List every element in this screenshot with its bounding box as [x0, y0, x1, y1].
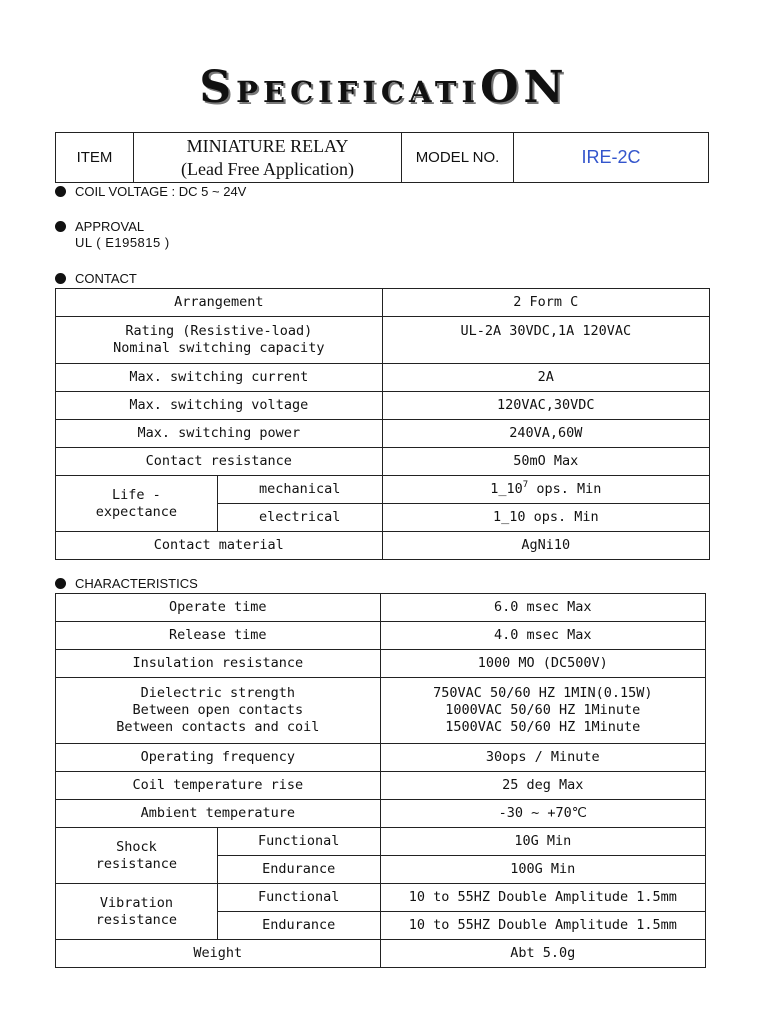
table-row	[56, 622, 706, 650]
mechanical-value	[382, 476, 709, 504]
shock-label-line1: Shock	[116, 838, 157, 855]
shock-resistance-label	[56, 828, 218, 884]
approval-heading: APPROVAL	[75, 219, 145, 234]
coil-voltage-text: COIL VOLTAGE : DC 5 ~ 24V	[75, 184, 247, 199]
mechanical-label: mechanical	[217, 476, 382, 504]
rating-value: UL-2A 30VDC,1A 120VAC	[382, 317, 709, 364]
table-row	[56, 594, 706, 622]
title-letter: S	[199, 62, 237, 113]
vibration-resistance-label	[56, 884, 218, 940]
life-label-line1: Life -	[112, 486, 161, 503]
insulation-label: Insulation resistance	[56, 650, 381, 678]
title-letter: C	[380, 75, 409, 109]
title-letter: I	[461, 75, 481, 109]
vibration-label-line2: resistance	[95, 911, 178, 928]
contact-resistance-value: 50mO Max	[382, 448, 709, 476]
frequency-label: Operating frequency	[56, 744, 381, 772]
mechanical-value-base: 1_10	[490, 481, 523, 497]
contact-table	[55, 288, 710, 560]
ambient-temp-label: Ambient temperature	[56, 800, 381, 828]
bullet-icon	[55, 578, 66, 589]
dielectric-label	[56, 678, 381, 744]
max-voltage-label: Max. switching voltage	[56, 392, 383, 420]
shock-endurance-value: 100G Min	[380, 856, 705, 884]
coil-voltage-section	[55, 184, 246, 200]
dielectric-value	[380, 678, 705, 744]
contact-material-value: AgNi10	[382, 532, 709, 560]
dielectric-label-line3: Between contacts and coil	[116, 719, 320, 735]
title-letter: I	[318, 75, 337, 109]
vibration-endurance-label: Endurance	[217, 912, 380, 940]
bullet-icon	[55, 221, 66, 232]
table-row	[56, 828, 706, 856]
operate-time-label: Operate time	[56, 594, 381, 622]
mechanical-value-suffix: ops. Min	[528, 481, 602, 497]
release-time-label: Release time	[56, 622, 381, 650]
max-current-label: Max. switching current	[56, 364, 383, 392]
electrical-label: electrical	[217, 504, 382, 532]
title-letter: E	[262, 75, 291, 109]
table-row	[56, 420, 710, 448]
rating-label	[56, 317, 383, 364]
life-label-line2: expectance	[95, 503, 178, 520]
table-row	[56, 476, 710, 504]
title-letter: F	[336, 75, 363, 109]
title-letter: I	[362, 75, 381, 109]
max-voltage-value: 120VAC,30VDC	[382, 392, 709, 420]
product-name-line2: (Lead Free Application)	[181, 158, 354, 179]
bullet-icon	[55, 186, 66, 197]
table-row	[56, 317, 710, 364]
model-label: MODEL NO.	[402, 133, 514, 183]
characteristics-section-heading	[55, 576, 198, 592]
document-title	[0, 62, 768, 113]
characteristics-heading: CHARACTERISTICS	[75, 576, 198, 591]
ambient-temp-value: -30 ~ +70℃	[380, 800, 705, 828]
max-power-value: 240VA,60W	[382, 420, 709, 448]
contact-heading: CONTACT	[75, 271, 137, 286]
table-row	[56, 364, 710, 392]
shock-label-line2: resistance	[95, 855, 178, 872]
characteristics-table	[55, 593, 706, 968]
title-letter: A	[409, 75, 435, 109]
table-row	[56, 800, 706, 828]
shock-functional-value: 10G Min	[380, 828, 705, 856]
dielectric-value-line2: 1000VAC 50/60 HZ 1Minute	[445, 702, 641, 718]
contact-resistance-label: Contact resistance	[56, 448, 383, 476]
header-table	[55, 132, 709, 183]
title-letter: N	[523, 62, 569, 113]
vibration-functional-value: 10 to 55HZ Double Amplitude 1.5mm	[380, 884, 705, 912]
dielectric-value-line1: 750VAC 50/60 HZ 1MIN(0.15W)	[433, 685, 653, 701]
contact-section-heading	[55, 271, 137, 287]
approval-section	[55, 219, 170, 251]
max-current-value: 2A	[382, 364, 709, 392]
vibration-endurance-value: 10 to 55HZ Double Amplitude 1.5mm	[380, 912, 705, 940]
max-power-label: Max. switching power	[56, 420, 383, 448]
table-row	[56, 448, 710, 476]
rating-label-line2: Nominal switching capacity	[113, 340, 325, 356]
title-letter: T	[434, 75, 462, 109]
dielectric-label-line1: Dielectric strength	[140, 685, 296, 701]
frequency-value: 30ops / Minute	[380, 744, 705, 772]
vibration-functional-label: Functional	[217, 884, 380, 912]
weight-value: Abt 5.0g	[380, 940, 705, 968]
table-row	[56, 940, 706, 968]
rating-label-line1: Rating (Resistive-load)	[125, 323, 313, 339]
electrical-value: 1_10 ops. Min	[382, 504, 709, 532]
title-letter: C	[290, 75, 319, 109]
dielectric-value-line3: 1500VAC 50/60 HZ 1Minute	[445, 719, 641, 735]
life-expectance-label	[56, 476, 218, 532]
table-row	[56, 650, 706, 678]
bullet-icon	[55, 273, 66, 284]
product-name-line1: MINIATURE RELAY	[186, 135, 349, 156]
shock-functional-label: Functional	[217, 828, 380, 856]
table-row	[56, 772, 706, 800]
coil-temp-value: 25 deg Max	[380, 772, 705, 800]
table-row	[56, 532, 710, 560]
product-name	[134, 133, 402, 183]
mechanical-value-exponent: 7	[522, 480, 529, 490]
vibration-label-line1: Vibration	[99, 894, 173, 911]
dielectric-label-line2: Between open contacts	[132, 702, 304, 718]
insulation-value: 1000 MO (DC500V)	[380, 650, 705, 678]
contact-material-label: Contact material	[56, 532, 383, 560]
item-label: ITEM	[56, 133, 134, 183]
release-time-value: 4.0 msec Max	[380, 622, 705, 650]
weight-label: Weight	[56, 940, 381, 968]
arrangement-value: 2 Form C	[382, 289, 709, 317]
arrangement-label: Arrangement	[56, 289, 383, 317]
table-row	[56, 392, 710, 420]
title-letter: P	[236, 75, 263, 109]
operate-time-value: 6.0 msec Max	[380, 594, 705, 622]
table-row	[56, 884, 706, 912]
shock-endurance-label: Endurance	[217, 856, 380, 884]
approval-value: UL ( E195815 )	[75, 235, 170, 250]
coil-temp-label: Coil temperature rise	[56, 772, 381, 800]
model-number: IRE-2C	[514, 133, 709, 183]
table-row	[56, 744, 706, 772]
table-row	[56, 678, 706, 744]
table-row	[56, 289, 710, 317]
title-letter: O	[480, 62, 524, 113]
